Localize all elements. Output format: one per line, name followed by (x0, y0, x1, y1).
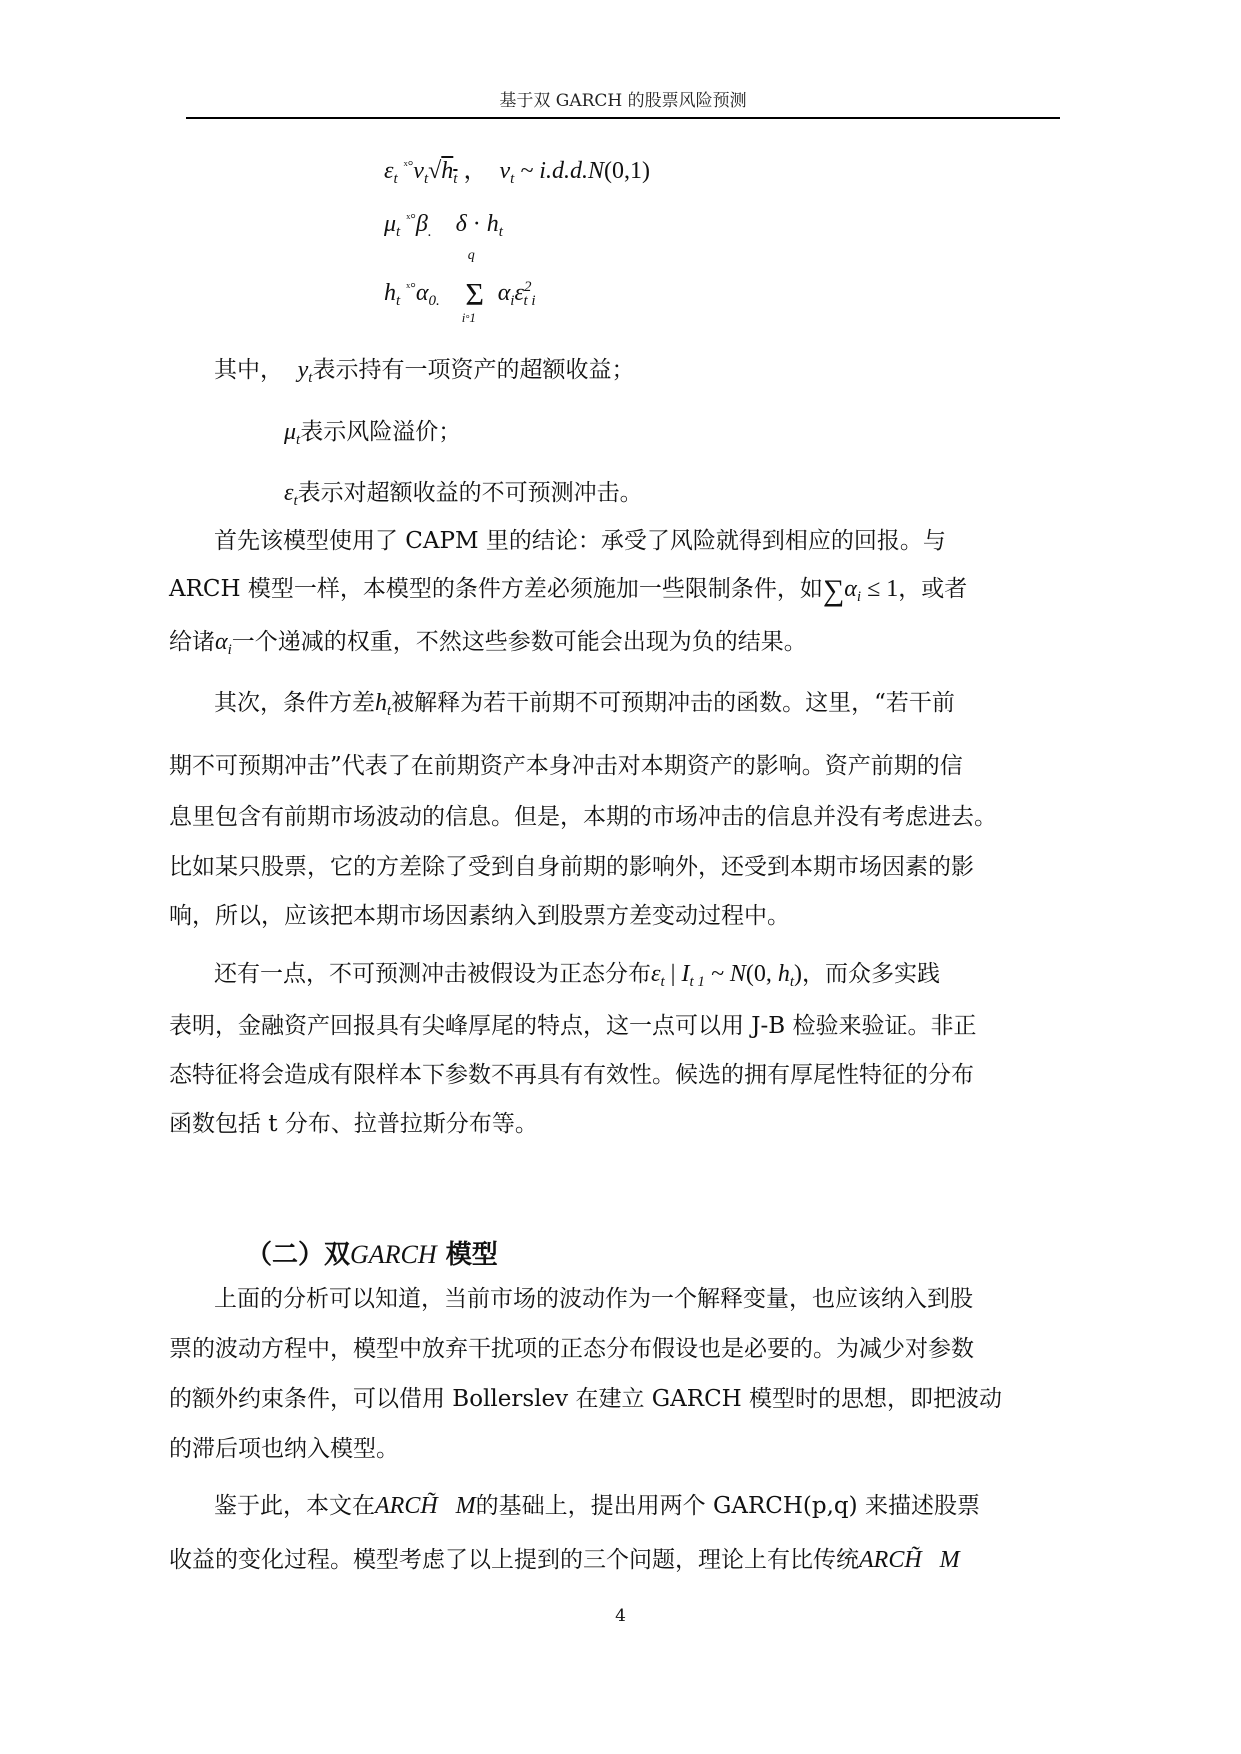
formula-h: $h_t$ $^{ˣ^\circ}\alpha_{0.}$ q Σ i°1 $\alpha_i\varepsilon^2_{t i}$ (384, 248, 536, 325)
section-paragraph-line: 鉴于此，本文在ARCH̃ M的基础上，提出用两个 GARCH(p,q) 来描述股票 (214, 1493, 980, 1519)
definition-intro: 其中， (214, 357, 283, 383)
paragraph-line: 还有一点，不可预测冲击被假设为正态分布$\varepsilon_t$ | $I_{t 1}$ ~ N(0, $h_t$)，而众多实践 (214, 961, 941, 990)
formula-epsilon: $\varepsilon_t$ $^{ˣ^\circ}v_t√h_t$ ， $v_t$ ~ i.d.d.N(0,1) (384, 158, 650, 187)
definition-y-text: 表示持有一项资产的超额收益； (312, 357, 635, 383)
paragraph-line: 给诸$\alpha_i$一个递减的权重，不然这些参数可能会出现为负的结果。 (169, 629, 807, 658)
section-paragraph-line: 上面的分析可以知道，当前市场的波动作为一个解释变量，也应该纳入到股 (214, 1286, 973, 1312)
paragraph-line: 响，所以，应该把本期市场因素纳入到股票方差变动过程中。 (169, 903, 790, 929)
section-heading: （二）双GARCH 模型 (246, 1240, 498, 1270)
paragraph-line: 比如某只股票，它的方差除了受到自身前期的影响外，还受到本期市场因素的影 (169, 854, 974, 880)
section-paragraph-line: 的滞后项也纳入模型。 (169, 1436, 399, 1462)
arch-m-inline: ARCH̃ M (375, 1493, 476, 1519)
sum-alpha-inline: $\sum\alpha_i \le 1$ (822, 574, 899, 607)
definition-epsilon: $\varepsilon_t$表示对超额收益的不可预测冲击。 (284, 480, 643, 509)
formula-mu: $\mu_t$ $^{ˣ^\circ}\beta_.$ $\delta \cdot h_t$ (384, 211, 503, 240)
normal-dist-inline: $\varepsilon_t$ | $I_{t 1}$ ~ N(0, $h_t$) (651, 961, 803, 990)
running-header: 基于双 GARCH 的股票风险预测 (499, 91, 747, 111)
h-inline: $h_t$ (375, 690, 392, 719)
header-rule (186, 117, 1060, 119)
paragraph-line: 态特征将会造成有限样本下参数不再具有有效性。候选的拥有厚尾性特征的分布 (169, 1062, 974, 1088)
definition-y: 其中， $y_t$表示持有一项资产的超额收益； (214, 357, 635, 386)
paragraph-line: ARCH 模型一样，本模型的条件方差必须施加一些限制条件，如$\sum\alpha_i \le 1$，或者 (169, 574, 968, 607)
paragraph-line: 函数包括 t 分布、拉普拉斯分布等。 (169, 1111, 538, 1137)
alpha-inline: $\alpha_i$ (215, 629, 232, 658)
paragraph-line: 首先该模型使用了 CAPM 里的结论：承受了风险就得到相应的回报。与 (214, 528, 946, 554)
section-paragraph-line: 的额外约束条件，可以借用 Bollerslev 在建立 GARCH 模型时的思想，即把波动 (169, 1386, 1003, 1412)
paragraph-line: 期不可预期冲击”代表了在前期资产本身冲击对本期资产的影响。资产前期的信 (169, 753, 963, 779)
page-number: 4 (615, 1606, 626, 1626)
definition-eps-text: 表示对超额收益的不可预测冲击。 (297, 480, 643, 506)
paragraph-line: 其次，条件方差$h_t$被解释为若干前期不可预期冲击的函数。这里，“若干前 (214, 690, 955, 719)
section-paragraph-line: 票的波动方程中，模型中放弃干扰项的正态分布假设也是必要的。为减少对参数 (169, 1336, 974, 1362)
arch-m-inline: ARCH̃ M (859, 1547, 960, 1573)
definition-mu: $\mu_t$表示风险溢价； (284, 419, 462, 448)
section-paragraph-line: 收益的变化过程。模型考虑了以上提到的三个问题，理论上有比传统ARCH̃ M (169, 1547, 960, 1573)
paragraph-line: 息里包含有前期市场波动的信息。但是，本期的市场冲击的信息并没有考虑进去。 (169, 804, 997, 830)
paragraph-line: 表明，金融资产回报具有尖峰厚尾的特点，这一点可以用 J-B 检验来验证。非正 (169, 1013, 977, 1039)
definition-mu-text: 表示风险溢价； (300, 419, 462, 445)
